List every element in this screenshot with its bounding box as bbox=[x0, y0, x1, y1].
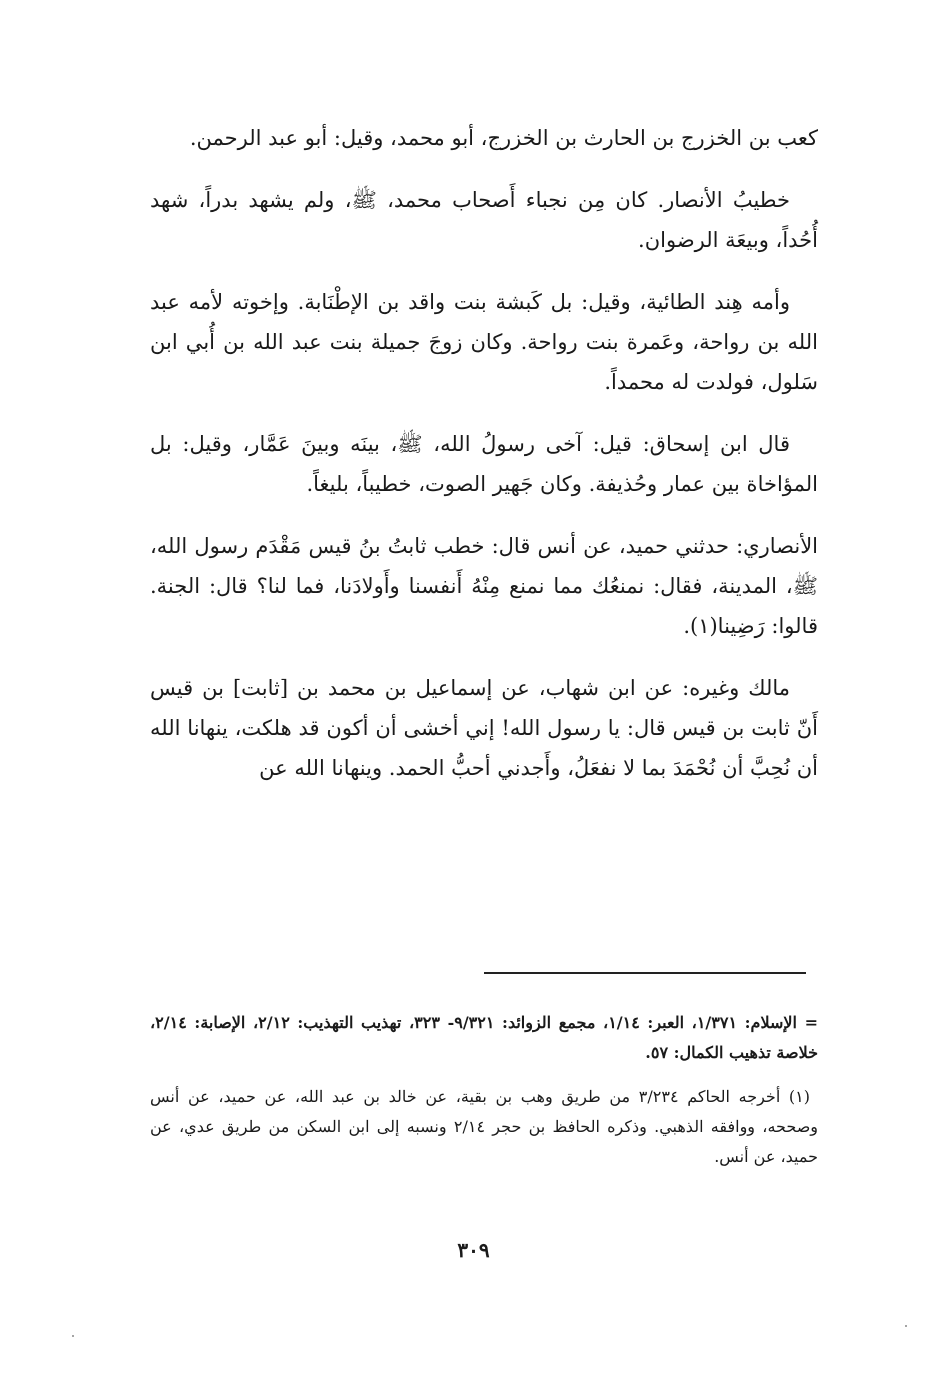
main-text bbox=[150, 118, 818, 788]
page-number: ٣٠٩ bbox=[457, 1238, 490, 1262]
scan-speck bbox=[905, 1325, 907, 1327]
scan-speck bbox=[72, 1335, 74, 1337]
footnote-separator bbox=[484, 972, 806, 974]
paragraph-5: الأنصاري: حدثني حميد، عن أنس قال: خطب ثابتُ بنُ قيس مَقْدَم رسول الله، ﷺ، المدينة، فقال: نمنعُك مما نمنع مِنْهُ أَنفسنا وأَولادَنا، فما لنا؟ قال: الجنة. قالوا: رَضِينا(١). bbox=[150, 534, 818, 638]
paragraph-2: خطيبُ الأنصار. كان مِن نجباء أَصحاب محمد، ﷺ، ولم يشهد بدراً، شهد أُحُداً، وبيعَة الرضوان. bbox=[150, 188, 818, 252]
footnote-1: (١) أخرجه الحاكم ٣/٢٣٤ من طريق وهب بن بقية، عن خالد بن عبد الله، عن حميد، عن أنس وصححه، ووافقه الذهبي. وذكره الحافظ بن حجر ٢/١٤ ونسبه إلى ابن السكن من طريق عدي، عن حميد، عن أنس. bbox=[150, 1087, 818, 1166]
footnote-continuation: = الإسلام: ١/٣٧١، العبر: ١/١٤، مجمع الزوائد: ٩/٣٢١- ٣٢٣، تهذيب التهذيب: ٢/١٢، الإصابة: ٢/١٤، خلاصة تذهيب الكمال: ٥٧. bbox=[150, 1013, 818, 1062]
paragraph-1: كعب بن الخزرج بن الحارث بن الخزرج، أبو محمد، وقيل: أبو عبد الرحمن. bbox=[189, 126, 818, 150]
paragraph-4: قال ابن إسحاق: قيل: آخى رسولُ الله، ﷺ، بينَه وبينَ عَمَّار، وقيل: بل المؤاخاة بين عمار وحُذيفة. وكان جَهير الصوت، خطيباً، بليغاً. bbox=[150, 432, 818, 496]
paragraph-3: وأمه هِند الطائية، وقيل: بل كَبشة بنت واقد بن الإطْنَابة. وإخوته لأمه عبد الله بن رواحة، وعَمرة بنت رواحة. وكان زوجَ جميلة بنت عبد الله بن أُبي ابن سَلول، فولدت له محمداً. bbox=[150, 290, 818, 394]
footnotes bbox=[150, 1008, 818, 1172]
paragraph-6: مالك وغيره: عن ابن شهاب، عن إسماعيل بن محمد بن [ثابت] بن قيس أَنّ ثابت بن قيس قال: يا رسول الله! إني أخشى أن أكون قد هلكت، ينهانا الله أن نُحِبَّ أن نُحْمَدَ بما لا نفعَلُ، وأَجدني أحبُّ الحمد. وينهانا الله عن bbox=[150, 676, 819, 780]
